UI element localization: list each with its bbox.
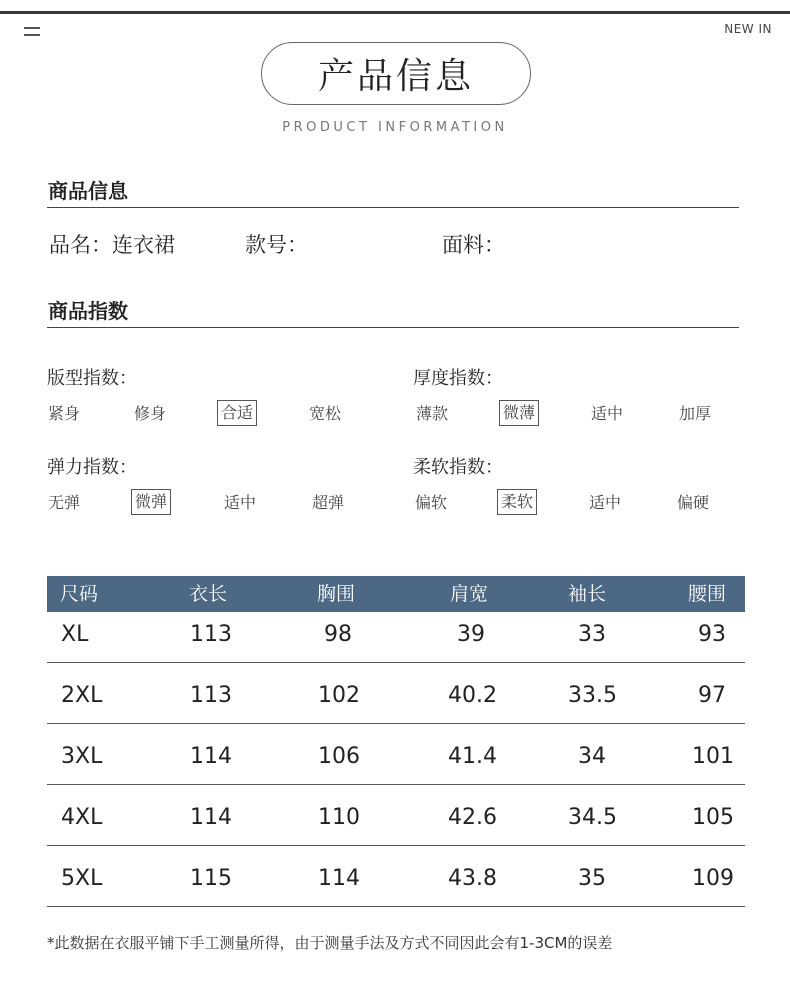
softness-option: 偏硬 — [677, 493, 710, 512]
table-cell: 5XL — [61, 866, 103, 891]
softness-option: 适中 — [589, 493, 622, 512]
elasticity-option: 超弹 — [312, 493, 345, 512]
table-cell: 101 — [692, 744, 734, 769]
table-cell: 3XL — [61, 744, 103, 769]
elasticity-option: 无弹 — [48, 493, 81, 512]
hamburger-icon[interactable] — [24, 27, 40, 36]
section-divider — [47, 327, 739, 328]
table-cell: 113 — [190, 683, 232, 708]
column-header: 胸围 — [317, 583, 356, 605]
column-header: 腰围 — [688, 583, 727, 605]
softness-option: 偏软 — [415, 493, 448, 512]
table-cell: 43.8 — [448, 866, 497, 891]
fit-option-selected: 合适 — [217, 400, 257, 426]
table-cell: 106 — [318, 744, 360, 769]
table-cell: 33.5 — [568, 683, 617, 708]
product-info-heading: 商品信息 — [48, 179, 128, 203]
table-cell: 105 — [692, 805, 734, 830]
table-cell: 40.2 — [448, 683, 497, 708]
table-cell: 93 — [698, 622, 726, 647]
table-cell: 42.6 — [448, 805, 497, 830]
table-cell: 41.4 — [448, 744, 497, 769]
table-cell: 34 — [578, 744, 606, 769]
table-row — [47, 663, 745, 724]
thickness-option: 适中 — [591, 404, 624, 423]
table-cell: 2XL — [61, 683, 103, 708]
column-header: 衣长 — [189, 583, 228, 605]
top-divider — [0, 11, 790, 14]
elasticity-option: 适中 — [224, 493, 257, 512]
thickness-option: 薄款 — [416, 404, 449, 423]
thickness-option: 加厚 — [679, 404, 712, 423]
table-header — [47, 576, 745, 612]
table-cell: 33 — [578, 622, 606, 647]
style-number: 款号： — [245, 233, 308, 257]
page-title: 产品信息 — [261, 42, 531, 105]
table-cell: 114 — [190, 805, 232, 830]
table-row — [47, 785, 745, 846]
table-cell: 115 — [190, 866, 232, 891]
product-index-heading: 商品指数 — [48, 299, 128, 323]
fit-index-label: 版型指数： — [47, 368, 137, 389]
table-cell: 114 — [318, 866, 360, 891]
product-name: 品名：连衣裙 — [49, 233, 175, 257]
table-cell: 114 — [190, 744, 232, 769]
softness-option-selected: 柔软 — [497, 489, 537, 515]
elasticity-option-selected: 微弹 — [131, 489, 171, 515]
thickness-index-label: 厚度指数： — [413, 368, 503, 389]
column-header: 肩宽 — [450, 583, 489, 605]
elasticity-index-label: 弹力指数： — [47, 457, 137, 478]
fit-option: 修身 — [134, 404, 167, 423]
fabric: 面料： — [442, 233, 505, 257]
column-header: 袖长 — [568, 583, 607, 605]
table-cell: 98 — [324, 622, 352, 647]
table-row — [47, 724, 745, 785]
table-cell: 109 — [692, 866, 734, 891]
table-row — [47, 612, 745, 663]
new-in-label: NEW IN — [724, 22, 772, 36]
table-cell: 113 — [190, 622, 232, 647]
table-row — [47, 846, 745, 907]
table-cell: 35 — [578, 866, 606, 891]
table-cell: 39 — [457, 622, 485, 647]
table-cell: 110 — [318, 805, 360, 830]
fit-option: 紧身 — [48, 404, 81, 423]
table-cell: 102 — [318, 683, 360, 708]
measurement-footnote: *此数据在衣服平铺下手工测量所得，由于测量手法及方式不同因此会有1-3CM的误差 — [47, 934, 613, 952]
table-cell: XL — [61, 622, 89, 647]
size-table — [47, 576, 745, 907]
table-cell: 97 — [698, 683, 726, 708]
section-divider — [47, 207, 739, 208]
table-cell: 4XL — [61, 805, 103, 830]
softness-index-label: 柔软指数： — [413, 457, 503, 478]
thickness-option-selected: 微薄 — [499, 400, 539, 426]
column-header: 尺码 — [60, 583, 99, 605]
table-cell: 34.5 — [568, 805, 617, 830]
fit-option: 宽松 — [309, 404, 342, 423]
page-subtitle: PRODUCT INFORMATION — [282, 120, 508, 135]
